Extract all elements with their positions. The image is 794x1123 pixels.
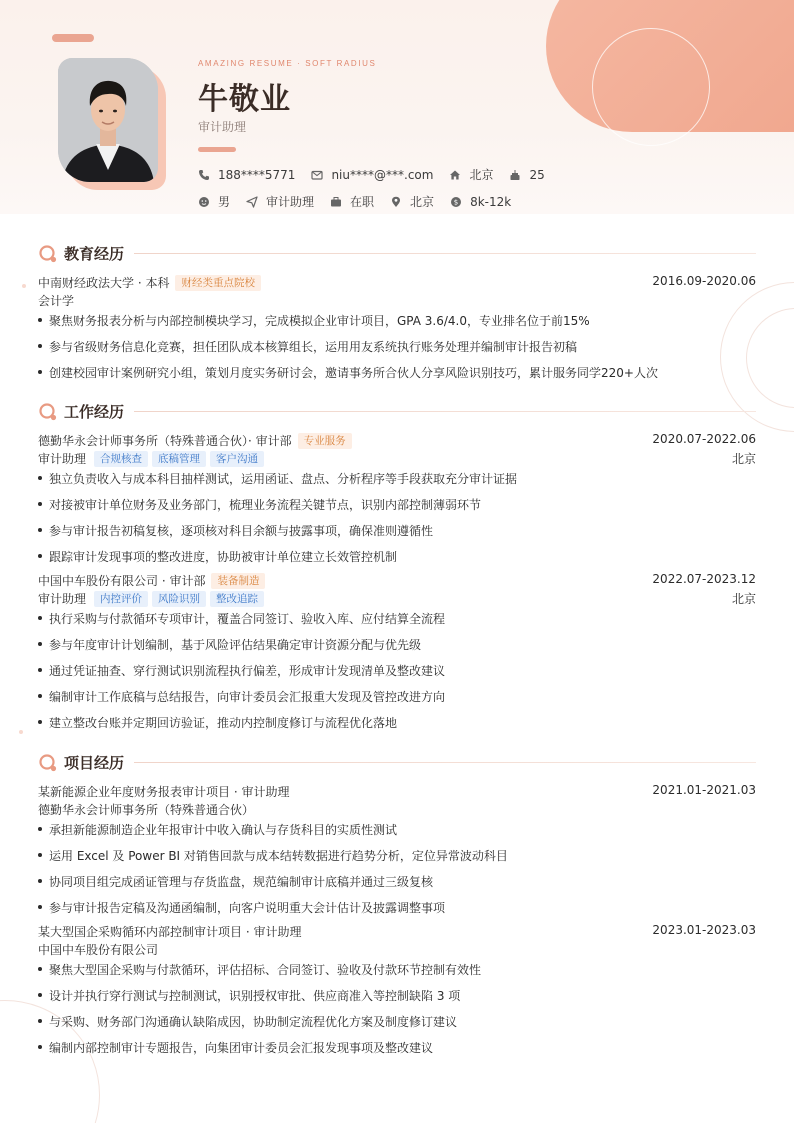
skill-tag: 客户沟通 bbox=[210, 451, 264, 467]
bullet-text: 跟踪审计发现事项的整改进度，协助被审计单位建立长效管控机制 bbox=[49, 550, 398, 564]
list-item bbox=[38, 873, 433, 890]
job-date: 2022.07-2023.12 bbox=[652, 572, 756, 586]
bullet-text: 参与省级财务信息化竞赛，担任团队成本核算组长，运用用友系统执行账务处理并编制审计报告初稿 bbox=[49, 340, 578, 354]
svg-text:$: $ bbox=[453, 198, 459, 207]
info-salary bbox=[450, 195, 511, 209]
bullet-text: 与采购、财务部门沟通确认缺陷成因，协助制定流程优化方案及制度修订建议 bbox=[49, 1015, 458, 1029]
skill-tag: 内控评价 bbox=[94, 591, 148, 607]
magnifier-icon bbox=[38, 244, 58, 264]
list-item bbox=[38, 548, 397, 565]
info-phone bbox=[198, 168, 295, 182]
bullet-text: 独立负责收入与成本科目抽样测试，运用函证、盘点、分析程序等手段获取充分审计证据 bbox=[49, 472, 518, 486]
education-tag: 财经类重点院校 bbox=[175, 275, 261, 291]
info-status bbox=[330, 193, 374, 210]
work-section-header bbox=[38, 401, 756, 422]
info-target-role bbox=[246, 193, 314, 210]
skill-tag: 风险识别 bbox=[152, 591, 206, 607]
list-item bbox=[38, 899, 445, 916]
send-icon bbox=[246, 196, 258, 208]
project-org: 德勤华永会计师事务所（特殊普通合伙） bbox=[38, 803, 255, 817]
list-item bbox=[38, 987, 460, 1004]
briefcase-icon bbox=[330, 196, 342, 208]
mail-icon bbox=[311, 169, 323, 181]
list-item bbox=[38, 470, 517, 487]
project-org: 中国中车股份有限公司 bbox=[38, 943, 159, 957]
info-phone-text: 188****5771 bbox=[218, 167, 296, 182]
accent-pill bbox=[52, 34, 94, 42]
skill-tag: 底稿管理 bbox=[152, 451, 206, 467]
bullet-text: 建立整改台账并定期回访验证，推动内控制度修订与流程优化落地 bbox=[49, 716, 398, 730]
education-section-header bbox=[38, 243, 756, 264]
section-divider bbox=[134, 253, 756, 254]
bullet-text: 运用 Excel 及 Power BI 对销售回款与成本结转数据进行趋势分析，定位异常波动科目 bbox=[49, 849, 508, 863]
list-item bbox=[38, 821, 397, 838]
bullet-text: 承担新能源制造企业年报审计中收入确认与存货科目的实质性测试 bbox=[49, 823, 398, 837]
job-date: 2020.07-2022.06 bbox=[652, 432, 756, 446]
name-underline bbox=[198, 147, 236, 152]
job-industry-tag: 专业服务 bbox=[298, 433, 352, 449]
cake-icon bbox=[509, 169, 521, 181]
contact-row bbox=[198, 166, 561, 183]
list-item bbox=[38, 688, 445, 705]
projects-section-header bbox=[38, 752, 756, 773]
job-city: 北京 bbox=[731, 452, 756, 466]
salary-icon bbox=[450, 196, 462, 208]
education-date: 2016.09-2020.06 bbox=[652, 274, 756, 288]
list-item bbox=[38, 496, 481, 513]
decorative-dot bbox=[22, 284, 26, 288]
info-age-text: 25 bbox=[529, 167, 545, 182]
avatar bbox=[58, 58, 158, 182]
skill-tag: 合规核查 bbox=[94, 451, 148, 467]
list-item bbox=[38, 610, 445, 627]
list-item bbox=[38, 662, 445, 679]
magnifier-icon bbox=[38, 402, 58, 422]
info-email bbox=[311, 168, 433, 182]
list-item bbox=[38, 961, 481, 978]
bullet-text: 参与审计报告初稿复核，逐项核对科目余额与披露事项，确保准则遵循性 bbox=[49, 524, 434, 538]
bullet-text: 设计并执行穿行测试与控制测试，识别授权审批、供应商准入等控制缺陷 3 项 bbox=[49, 989, 461, 1003]
candidate-role: 审计助理 bbox=[198, 120, 247, 134]
job-city: 北京 bbox=[731, 592, 756, 606]
info-status-text: 在职 bbox=[350, 195, 375, 209]
info-salary-text: 8k-12k bbox=[470, 194, 512, 209]
bullet-text: 聚焦财务报表分析与内部控制模块学习，完成模拟企业审计项目，GPA 3.6/4.0，专业排名位于前15% bbox=[49, 314, 590, 328]
header bbox=[0, 0, 794, 214]
projects-title: 项目经历 bbox=[64, 754, 125, 772]
home-icon bbox=[449, 169, 461, 181]
info-home bbox=[449, 166, 493, 183]
bullet-text: 通过凭证抽查、穿行测试识别流程执行偏差，形成审计发现清单及整改建议 bbox=[49, 664, 446, 678]
profile-row bbox=[198, 193, 527, 210]
info-location bbox=[390, 193, 434, 210]
bullet-text: 编制审计工作底稿与总结报告，向审计委员会汇报重大发现及管控改进方向 bbox=[49, 690, 446, 704]
info-gender bbox=[198, 193, 230, 210]
list-item bbox=[38, 522, 433, 539]
location-icon bbox=[390, 196, 402, 208]
info-target-role-text: 审计助理 bbox=[266, 195, 315, 209]
portrait-illustration bbox=[58, 58, 158, 182]
decorative-dot bbox=[19, 730, 23, 734]
job-position: 审计助理 bbox=[38, 452, 87, 466]
magnifier-icon bbox=[38, 753, 58, 773]
education-title: 教育经历 bbox=[64, 245, 125, 263]
list-item bbox=[38, 1039, 433, 1056]
info-age bbox=[509, 168, 544, 182]
bullet-text: 参与审计报告定稿及沟通函编制，向客户说明重大会计估计及披露调整事项 bbox=[49, 901, 446, 915]
list-item bbox=[38, 338, 577, 355]
candidate-name: 牛敬业 bbox=[198, 82, 291, 117]
job-industry-tag: 装备制造 bbox=[211, 573, 265, 589]
list-item bbox=[38, 364, 658, 381]
list-item bbox=[38, 636, 421, 653]
info-location-text: 北京 bbox=[410, 195, 435, 209]
decorative-ring bbox=[592, 28, 710, 146]
info-gender-text: 男 bbox=[218, 195, 231, 209]
job-company: 中国中车股份有限公司 · 审计部 bbox=[38, 574, 206, 588]
bullet-text: 创建校园审计案例研究小组，策划月度实务研讨会，邀请事务所合伙人分享风险识别技巧，累计服务同学220+人次 bbox=[49, 366, 658, 380]
bullet-text: 聚焦大型国企采购与付款循环，评估招标、合同签订、验收及付款环节控制有效性 bbox=[49, 963, 482, 977]
resume-eyebrow: AMAZING RESUME · SOFT RADIUS bbox=[198, 59, 377, 68]
project-name: 某大型国企采购循环内部控制审计项目 · 审计助理 bbox=[38, 925, 302, 939]
bullet-text: 参与年度审计计划编制，基于风险评估结果确定审计资源分配与优先级 bbox=[49, 638, 422, 652]
project-date: 2023.01-2023.03 bbox=[652, 923, 756, 937]
bullet-text: 对接被审计单位财务及业务部门，梳理业务流程关键节点，识别内部控制薄弱环节 bbox=[49, 498, 482, 512]
bullet-text: 编制内部控制审计专题报告，向集团审计委员会汇报发现事项及整改建议 bbox=[49, 1041, 434, 1055]
info-home-text: 北京 bbox=[469, 168, 494, 182]
section-divider bbox=[134, 411, 756, 412]
project-date: 2021.01-2021.03 bbox=[652, 783, 756, 797]
list-item bbox=[38, 714, 397, 731]
education-major: 会计学 bbox=[38, 294, 75, 308]
project-name: 某新能源企业年度财务报表审计项目 · 审计助理 bbox=[38, 785, 290, 799]
job-position: 审计助理 bbox=[38, 592, 87, 606]
skill-tag: 整改追踪 bbox=[210, 591, 264, 607]
phone-icon bbox=[198, 169, 210, 181]
job-company: 德勤华永会计师事务所（特殊普通合伙）· 审计部 bbox=[38, 434, 292, 448]
list-item bbox=[38, 312, 590, 329]
work-title: 工作经历 bbox=[64, 403, 125, 421]
info-email-text: niu****@***.com bbox=[331, 167, 434, 182]
bullet-text: 执行采购与付款循环专项审计，覆盖合同签订、验收入库、应付结算全流程 bbox=[49, 612, 446, 626]
list-item bbox=[38, 847, 508, 864]
list-item bbox=[38, 1013, 457, 1030]
bullet-text: 协同项目组完成函证管理与存货监盘，规范编制审计底稿并通过三级复核 bbox=[49, 875, 434, 889]
section-divider bbox=[134, 762, 756, 763]
education-school: 中南财经政法大学 · 本科 bbox=[38, 276, 170, 290]
gender-icon bbox=[198, 196, 210, 208]
